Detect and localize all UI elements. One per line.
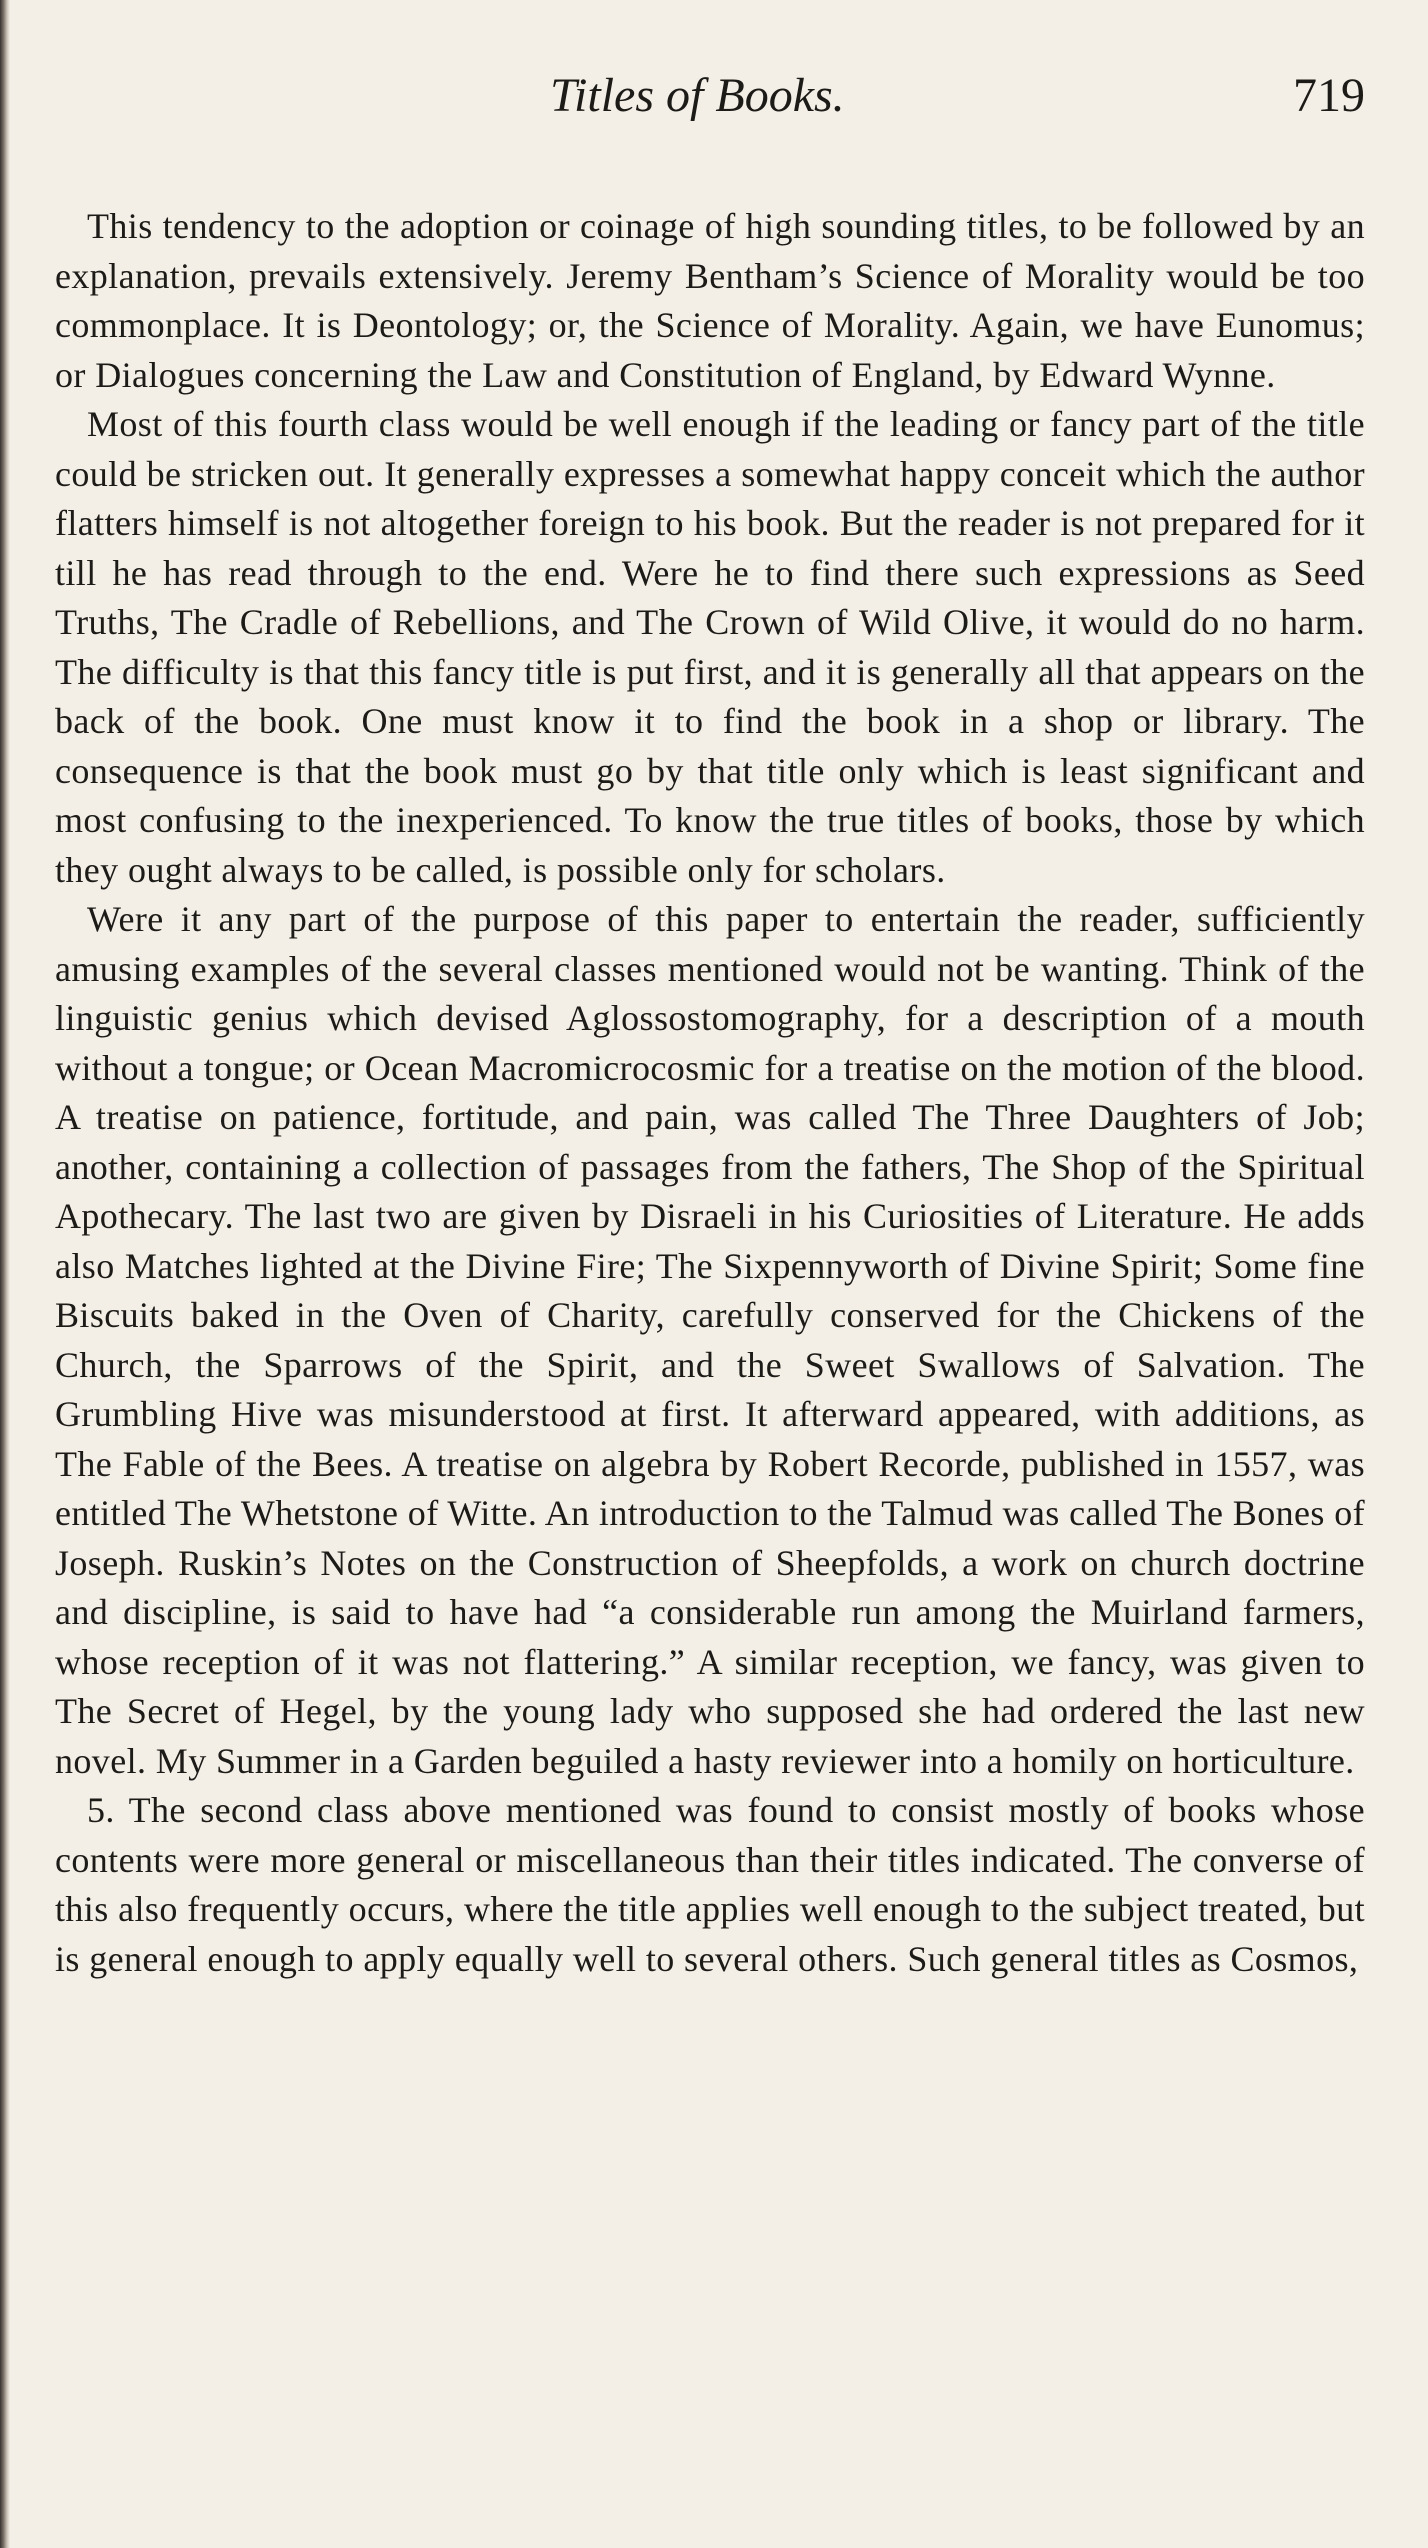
page-number: 719 xyxy=(1293,69,1365,122)
paragraph-2: Most of this fourth class would be well enough if the leading or fancy part of the title could be stricken out. It generally expresses a somewhat happy conceit which the author flatters himself is not altogether foreign to his book. But the reader is not prepared for it till he has read through to the end. Were he to find there such expressions as Seed Truths, The Cradle of Rebellions, and The Crown of Wild Olive, it would do no harm. The difficulty is that this fancy title is put first, and it is generally all that appears on the back of the book. One must know it to find the book in a shop or library. The consequence is that the book must go by that title only which is least significant and most confusing to the inexperienced. To know the true titles of books, those by which they ought always to be called, is possible only for scholars. xyxy=(55,404,1365,890)
page-edge xyxy=(0,0,10,2548)
paragraph-3: Were it any part of the purpose of this paper to entertain the reader, sufficiently amusing examples of the several classes mentioned would not be wanting. Think of the linguistic genius which devised Aglossostomography, for a description of a mouth without a tongue; or Ocean Macromicrocosmic for a treatise on the motion of the blood. A treatise on patience, fortitude, and pain, was called The Three Daughters of Job; another, containing a collection of passages from the fathers, The Shop of the Spiritual Apothecary. The last two are given by Disraeli in his Curiosities of Literature. He adds also Matches lighted at the Divine Fire; The Sixpennyworth of Divine Spirit; Some fine Biscuits baked in the Oven of Charity, carefully conserved for the Chickens of the Church, the Sparrows of the Spirit, and the Sweet Swallows of Salvation. The Grumbling Hive was misunderstood at first. It afterward appeared, with additions, as The Fable of the Bees. A treatise on algebra by Robert Recorde, published in 1557, was entitled The Whetstone of Witte. An introduction to the Talmud was called The Bones of Joseph. Ruskin’s Notes on the Construction of Sheepfolds, a work on church doctrine and discipline, is said to have had “a considerable run among the Muirland farmers, whose reception of it was not flattering.” A similar reception, we fancy, was given to The Secret of Hegel, by the young lady who supposed she had ordered the last new novel. My Summer in a Garden beguiled a hasty reviewer into a homily on horticulture. xyxy=(55,899,1365,1781)
running-head-title: Titles of Books. xyxy=(550,69,845,122)
book-page xyxy=(55,60,1365,1984)
running-head xyxy=(55,60,1365,150)
paragraph-4: 5. The second class above mentioned was found to consist mostly of books whose contents were more general or miscellaneous than their titles indicated. The converse of this also frequently occurs, where the title applies well enough to the subject treated, but is general enough to apply equally well to several others. Such general titles as Cosmos, xyxy=(55,1790,1365,1979)
paragraph-1: This tendency to the adoption or coinage of high sounding titles, to be followed by an explanation, prevails extensively. Jeremy Bentham’s Science of Morality would be too commonplace. It is Deontology; or, the Science of Morality. Again, we have Eunomus; or Dialogues concerning the Law and Constitution of England, by Edward Wynne. xyxy=(55,206,1365,395)
